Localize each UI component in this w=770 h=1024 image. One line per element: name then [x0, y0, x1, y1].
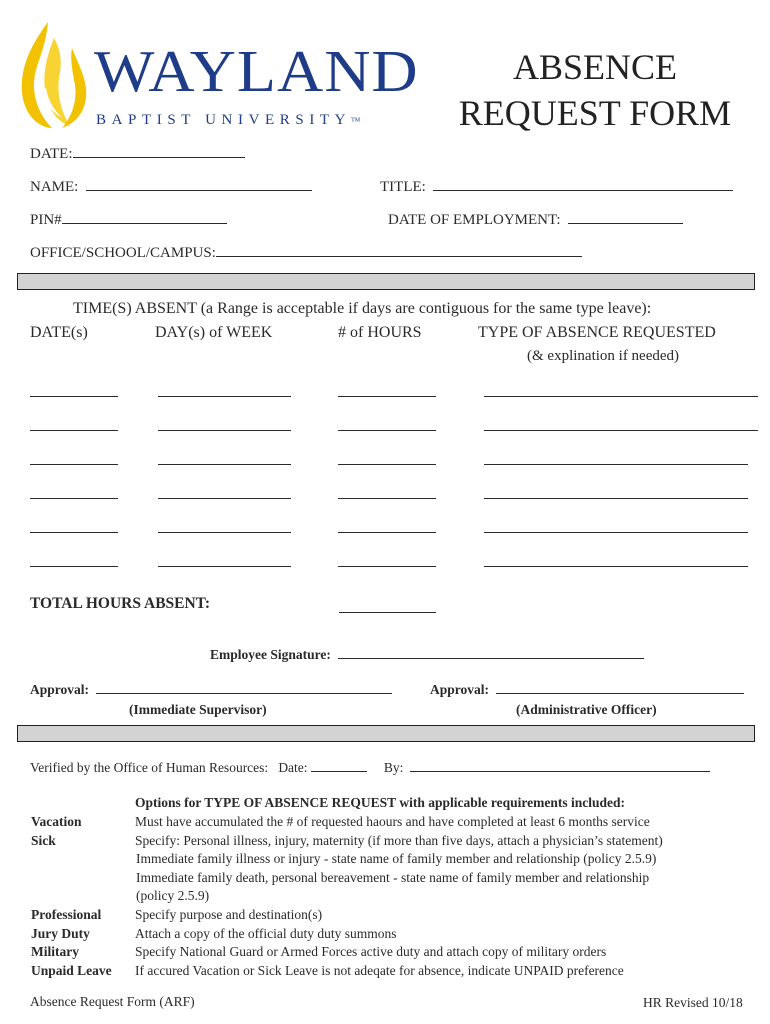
day-entry-line[interactable]: [158, 464, 291, 465]
name-field[interactable]: [30, 176, 312, 196]
hours-entry-line[interactable]: [338, 532, 436, 533]
option-row: [0, 851, 770, 870]
col-header-hours: # of HOURS: [338, 324, 422, 341]
date-entry-line[interactable]: [30, 498, 118, 499]
col-header-type: TYPE OF ABSENCE REQUESTED: [478, 324, 716, 341]
hours-column: [338, 396, 436, 600]
pin-label: PIN#: [30, 212, 62, 228]
approval-supervisor-label: Approval:: [30, 682, 90, 697]
hr-by-label: By:: [383, 760, 404, 775]
name-line[interactable]: [86, 176, 312, 191]
day-entry-line[interactable]: [158, 396, 291, 397]
option-label: Vacation: [31, 814, 82, 829]
day-entry-line[interactable]: [158, 532, 291, 533]
section-divider-top: [17, 273, 755, 290]
option-label: Unpaid Leave: [31, 963, 112, 978]
option-row: [0, 814, 770, 833]
option-row: [0, 926, 770, 945]
type-entry-line[interactable]: [484, 430, 758, 431]
date-entry-line[interactable]: [30, 464, 118, 465]
day-entry-line[interactable]: [158, 566, 291, 567]
option-text: Must have accumulated the # of requested haours and have completed at least 6 months service: [135, 814, 650, 829]
date-entry-line[interactable]: [30, 396, 118, 397]
approval-officer-field[interactable]: [430, 680, 744, 698]
date-entry-line[interactable]: [30, 430, 118, 431]
form-title-line2: REQUEST FORM: [458, 93, 732, 133]
name-label: NAME:: [30, 179, 79, 195]
option-row: [0, 944, 770, 963]
option-label: Jury Duty: [31, 926, 90, 941]
office-field[interactable]: [30, 242, 582, 262]
total-hours-label: TOTAL HOURS ABSENT:: [30, 595, 211, 612]
date-entry-line[interactable]: [30, 566, 118, 567]
logo-subtitle-text: BAPTIST UNIVERSITY: [96, 112, 352, 128]
logo-subtitle: [96, 112, 360, 129]
options-heading: Options for TYPE OF ABSENCE REQUEST with applicable requirements included:: [135, 795, 625, 810]
logo-name: WAYLAND: [94, 38, 419, 104]
hours-entry-line[interactable]: [338, 566, 436, 567]
title-label: TITLE:: [380, 179, 426, 195]
date-entry-line[interactable]: [30, 532, 118, 533]
footer-revision: HR Revised 10/18: [643, 995, 743, 1010]
hours-entry-line[interactable]: [338, 498, 436, 499]
title-line[interactable]: [433, 176, 733, 191]
section-divider-bottom: [17, 725, 755, 742]
hr-verification-row: [30, 758, 710, 776]
approval-supervisor-role: (Immediate Supervisor): [129, 702, 267, 717]
col-header-dates: DATE(s): [30, 324, 88, 341]
pin-field[interactable]: [30, 209, 227, 229]
hr-verified-label: Verified by the Office of Human Resources:: [30, 760, 269, 775]
trademark-mark: TM: [351, 117, 361, 124]
date-line[interactable]: [73, 143, 245, 158]
approval-officer-label: Approval:: [430, 682, 490, 697]
days-column: [158, 396, 291, 600]
dates-column: [30, 396, 118, 600]
date-of-employment-field[interactable]: [388, 209, 683, 229]
option-text: Specify: Personal illness, injury, maternity (if more than five days, attach a physician’s statement): [135, 833, 663, 848]
type-entry-line[interactable]: [484, 566, 748, 567]
hr-date-label: Date:: [278, 760, 308, 775]
type-entry-line[interactable]: [484, 532, 748, 533]
footer-form-name: Absence Request Form (ARF): [30, 994, 195, 1009]
day-entry-line[interactable]: [158, 498, 291, 499]
hours-entry-line[interactable]: [338, 396, 436, 397]
option-row: [0, 907, 770, 926]
form-title-line1: ABSENCE: [512, 47, 678, 87]
date-of-employment-line[interactable]: [568, 209, 683, 224]
option-text: (policy 2.5.9): [136, 888, 210, 903]
option-text: Specify purpose and destination(s): [135, 907, 323, 922]
employee-signature-line[interactable]: [338, 645, 644, 659]
option-row: [0, 888, 770, 907]
date-field[interactable]: [30, 143, 245, 163]
date-label: DATE:: [30, 146, 73, 162]
form-title: [445, 44, 745, 136]
approval-officer-role: (Administrative Officer): [516, 702, 657, 717]
date-of-employment-label: DATE OF EMPLOYMENT:: [388, 212, 561, 228]
type-entry-line[interactable]: [484, 396, 758, 397]
type-entry-line[interactable]: [484, 464, 748, 465]
option-label: Military: [31, 944, 79, 959]
hr-date-line[interactable]: [311, 758, 367, 772]
day-entry-line[interactable]: [158, 430, 291, 431]
type-column: [484, 396, 758, 600]
office-line[interactable]: [216, 242, 582, 257]
option-label: Professional: [31, 907, 102, 922]
office-label: OFFICE/SCHOOL/CAMPUS:: [30, 245, 216, 261]
option-text: Attach a copy of the official duty duty summons: [135, 926, 397, 941]
total-hours-line[interactable]: [339, 612, 436, 613]
hours-entry-line[interactable]: [338, 464, 436, 465]
option-text: Specify National Guard or Armed Forces active duty and attach copy of military orders: [135, 944, 607, 959]
approval-supervisor-field[interactable]: [30, 680, 392, 698]
employee-signature-field[interactable]: [210, 645, 644, 663]
option-text: Immediate family death, personal bereavement - state name of family member and relationship: [136, 870, 650, 885]
col-header-type-sub: (& explination if needed): [527, 348, 680, 364]
option-text: Immediate family illness or injury - state name of family member and relationship (policy 2.5.9): [136, 851, 657, 866]
employee-signature-label: Employee Signature:: [210, 647, 331, 662]
approval-supervisor-line[interactable]: [96, 680, 392, 694]
type-entry-line[interactable]: [484, 498, 748, 499]
option-row: [0, 963, 770, 982]
title-field[interactable]: [380, 176, 733, 196]
pin-line[interactable]: [62, 209, 227, 224]
option-text: If accured Vacation or Sick Leave is not adeqate for absence, indicate UNPAID preference: [135, 963, 624, 978]
hr-by-line[interactable]: [410, 758, 710, 772]
university-logo: [18, 18, 419, 134]
hours-entry-line[interactable]: [338, 430, 436, 431]
flame-icon: [18, 18, 93, 130]
absence-intro: TIME(S) ABSENT (a Range is acceptable if days are contiguous for the same type leave):: [73, 300, 652, 317]
option-row: [0, 870, 770, 889]
col-header-days: DAY(s) of WEEK: [155, 324, 273, 341]
approval-officer-line[interactable]: [496, 680, 744, 694]
option-row: [0, 833, 770, 852]
option-label: Sick: [31, 833, 56, 848]
